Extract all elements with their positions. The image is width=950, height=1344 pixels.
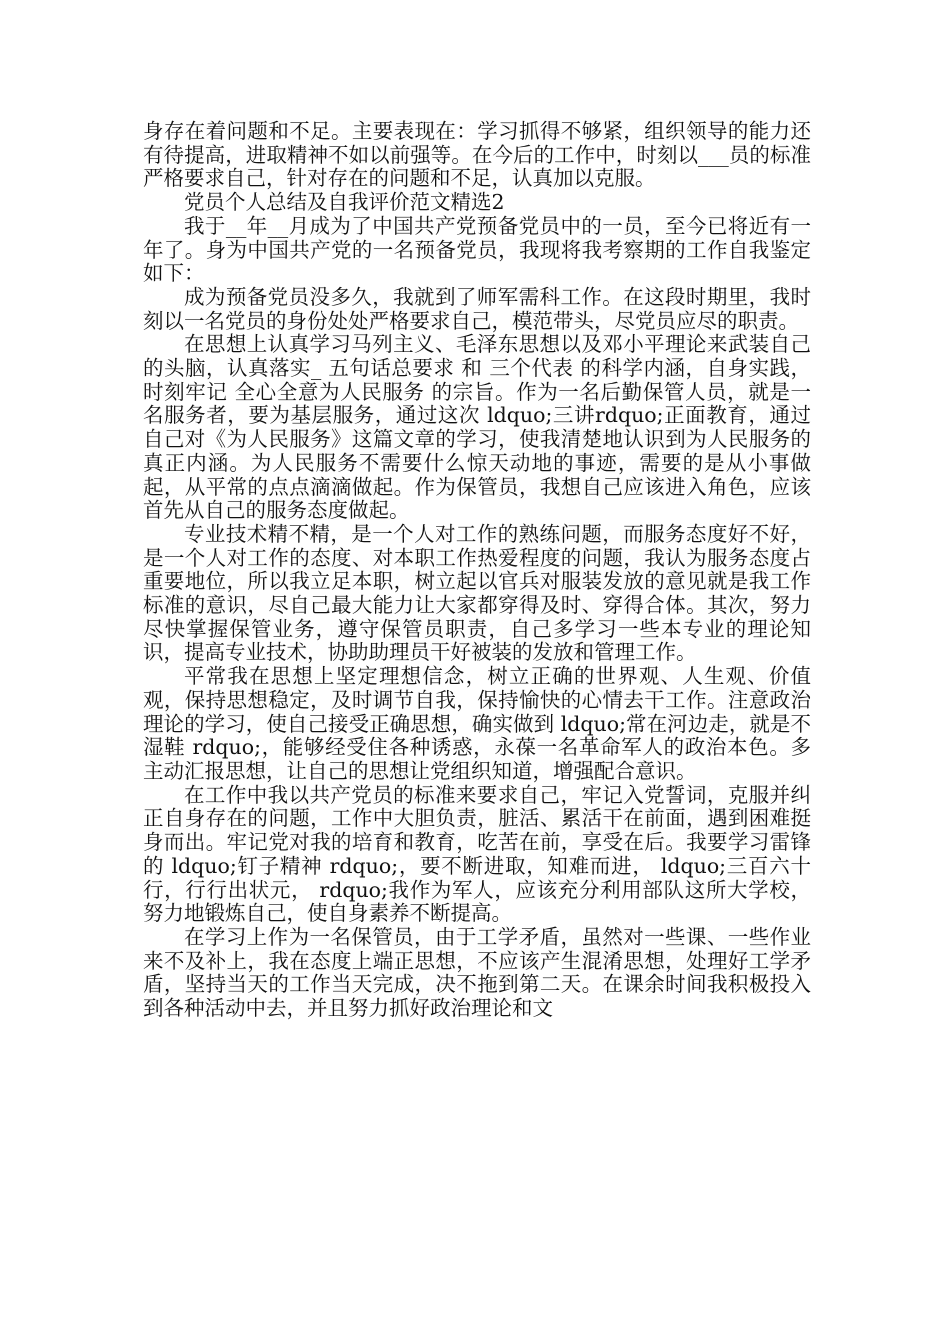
paragraph-continuation: 身存在着问题和不足。主要表现在：学习抓得不够紧，组织领导的能力还有待提高，进取精神不如以前强等。在今后的工作中，时刻以___员的标准严格要求自己，针对存在的问题和不足，认真加以克服。 (143, 119, 811, 191)
paragraph: 在学习上作为一名保管员，由于工学矛盾，虽然对一些课、一些作业来不及补上，我在态度上端正思想，不应该产生混淆思想，处理好工学矛盾，坚持当天的工作当天完成，决不拖到第二天。在课余时间我积极投入到各种活动中去，并且努力抓好政治理论和文 (143, 924, 811, 1021)
paragraph: 专业技术精不精，是一个人对工作的熟练问题，而服务态度好不好，是一个人对工作的态度、对本职工作热爱程度的问题，我认为服务态度占重要地位，所以我立足本职，树立起以官兵对服装发放的意见就是我工作标准的意识，尽自己最大能力让大家都穿得及时、穿得合体。其次，努力尽快掌握保管业务，遵守保管员职责，自己多学习一些本专业的理论知识，提高专业技术，协助助理员干好被装的发放和管理工作。 (143, 521, 811, 665)
paragraph: 我于__年__月成为了中国共产党预备党员中的一员，至今已将近有一年了。身为中国共产党的一名预备党员，我现将我考察期的工作自我鉴定如下： (143, 213, 811, 286)
paragraph: 在工作中我以共产党员的标准来要求自己，牢记入党誓词，克服并纠正自身存在的问题，工作中大胆负责，脏活、累活干在前面，遇到困难挺身而出。牢记党对我的培育和教育，吃苦在前，享受在后。我要学习雷锋的 ldquo;钉子精神 rdquo;，要不断进取，知难而进， ldquo;三百六十行，行行出状元， rdquo;我作为军人，应该充分利用部队这所大学校，努力地锻炼自己，使自身素养不断提高。 (143, 782, 811, 926)
paragraph: 在思想上认真学习马列主义、毛泽东思想以及邓小平理论来武装自己的头脑，认真落实_ 五句话总要求 和 三个代表 的科学内涵，自身实践，时刻牢记 全心全意为人民服务 的宗旨。作为一名后勤保管人员，就是一名服务者，要为基层服务，通过这次 ldquo;三讲rdquo;正面教育，通过自己对《为人民服务》这篇文章的学习，使我清楚地认识到为人民服务的真正内涵。为人民服务不需要什么惊天动地的事迹，需要的是从小事做起，从平常的点点滴滴做起。作为保管员，我想自己应该进入角色，应该首先从自己的服务态度做起。 (143, 332, 811, 523)
paragraph: 平常我在思想上坚定理想信念，树立正确的世界观、人生观、价值观，保持思想稳定，及时调节自我，保持愉快的心情去干工作。注意政治理论的学习，使自己接受正确思想，确实做到 ldquo;常在河边走，就是不湿鞋 rdquo;，能够经受住各种诱惑，永葆一名革命军人的政治本色。多主动汇报思想，让自己的思想让党组织知道，增强配合意识。 (143, 664, 811, 783)
section-heading: 党员个人总结及自我评价范文精选2 (184, 190, 505, 215)
paragraph: 成为预备党员没多久，我就到了师军需科工作。在这段时期里，我时刻以一名党员的身份处处严格要求自己，模范带头，尽党员应尽的职责。 (143, 284, 811, 333)
document-page (143, 120, 811, 1021)
